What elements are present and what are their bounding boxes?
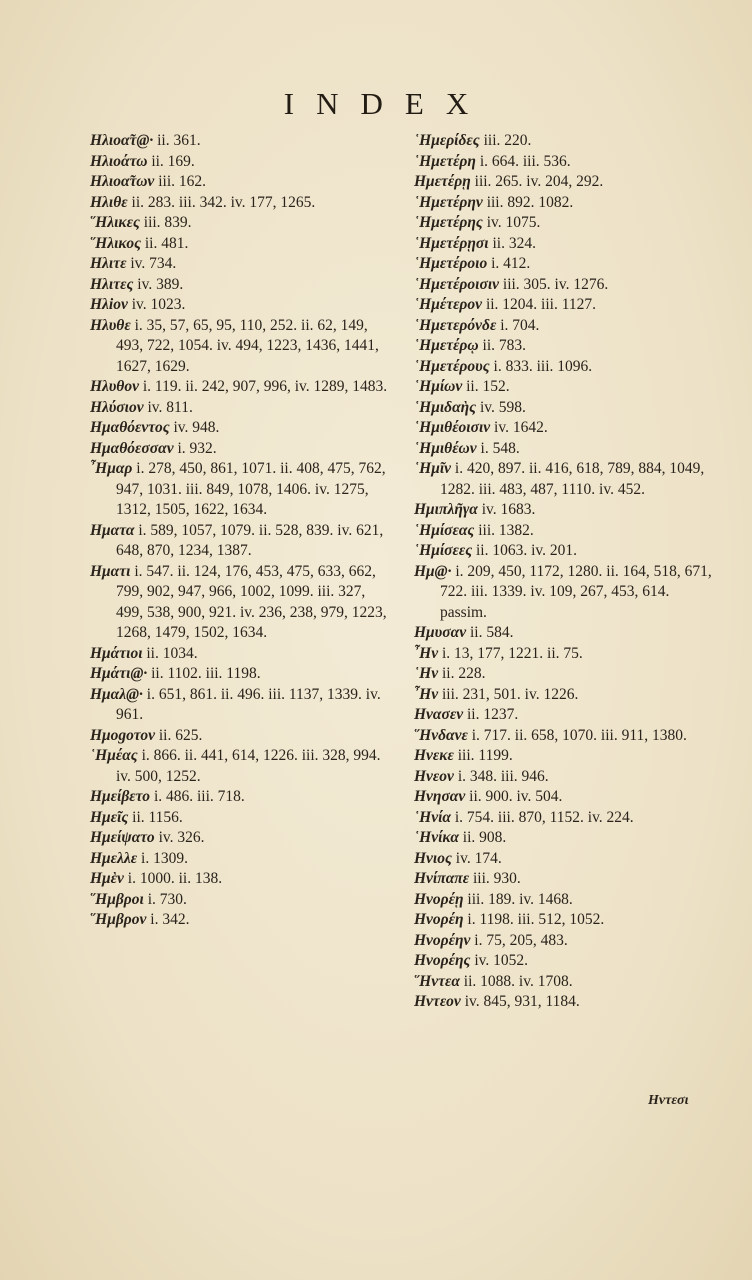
entry-headword: ῾Ημερίδες — [414, 132, 480, 149]
entry-references: ii. 228. — [441, 665, 486, 682]
entry-references: iv. 598. — [479, 398, 526, 416]
entry-headword: Ημοgοτον — [90, 726, 155, 744]
index-entry — [414, 295, 714, 316]
entry-references: i. 75, 205, 483. — [474, 931, 568, 949]
entry-headword: Ημείβετο — [90, 788, 151, 805]
index-entry — [90, 398, 395, 419]
index-entry — [414, 439, 714, 460]
entry-references: ii. 481. — [144, 234, 189, 252]
entry-headword: Ημὲν — [90, 870, 124, 887]
entry-headword: Ηλιτε — [90, 255, 127, 272]
index-entry — [414, 808, 714, 829]
entry-headword: Ηνεον — [414, 767, 454, 785]
entry-headword: Ημαθόεντος — [90, 419, 170, 436]
entry-references: ii. 908. — [462, 829, 507, 846]
catchword: Ηντεσι — [648, 1093, 689, 1108]
entry-references: iii. 231, 501. iv. 1226. — [441, 685, 579, 703]
index-entry — [90, 685, 395, 726]
entry-references: ii. 361. — [157, 132, 201, 149]
entry-references: ii. 1237. — [466, 706, 519, 723]
entry-headword: ῾Ημετέρη — [414, 152, 476, 170]
page-title: INDEX — [283, 86, 491, 121]
index-entry — [90, 644, 395, 665]
entry-references: i. 704. — [500, 316, 540, 334]
entry-headword: Ηλιθε — [90, 193, 128, 211]
entry-references: i. 866. ii. 441, 614, 1226. iii. 328, 994. iv. 500, 1252. — [116, 747, 381, 785]
entry-headword: Ηλιοα̃τ@· — [90, 132, 154, 149]
entry-references: iii. 892. 1082. — [486, 193, 574, 211]
entry-headword: ῾Ημετέρους — [414, 357, 490, 375]
entry-headword: Ημυσαν — [414, 624, 467, 641]
entry-references: iv. 1052. — [474, 952, 529, 969]
index-entry — [414, 398, 714, 419]
index-entry — [90, 726, 395, 747]
index-entry — [414, 726, 714, 747]
entry-headword: ῾Ηνία — [414, 808, 451, 826]
entry-headword: ῾Ημετερόνδε — [414, 316, 497, 334]
entry-references: i. 13, 177, 1221. ii. 75. — [441, 644, 583, 662]
entry-references: i. 754. iii. 870, 1152. iv. 224. — [454, 808, 634, 826]
entry-references: iv. 174. — [455, 849, 502, 867]
left-column — [90, 131, 395, 931]
entry-headword: Ηνορέην — [414, 931, 471, 949]
entry-headword: Ηλιτες — [90, 275, 134, 293]
index-entry — [414, 521, 714, 542]
index-entry — [414, 562, 714, 624]
entry-references: i. 209, 450, 1172, 1280. ii. 164, 518, 671, 722. iii. 1339. iv. 109, 267, 453, 614. passim. — [440, 562, 712, 621]
index-entry — [414, 418, 714, 439]
index-entry — [414, 316, 714, 337]
index-entry — [90, 193, 395, 214]
entry-references: i. 412. — [491, 255, 531, 272]
entry-references: ii. 783. — [482, 337, 527, 354]
index-entry — [414, 336, 714, 357]
entry-headword: ῞Ηνδανε — [414, 726, 468, 744]
index-entry — [414, 172, 714, 193]
entry-headword: Ηνεκε — [414, 747, 454, 764]
entry-references: iii. 1199. — [457, 747, 513, 764]
entry-references: ii. 1102. iii. 1198. — [151, 665, 261, 682]
entry-references: ii. 1088. iv. 1708. — [463, 972, 573, 990]
entry-headword: Ηλύσιον — [90, 398, 144, 416]
entry-references: iv. 948. — [173, 419, 220, 436]
index-entry — [414, 951, 714, 972]
entry-references: ii. 1034. — [146, 644, 198, 662]
entry-headword: ῾Ημέτερον — [414, 296, 483, 313]
entry-headword: ῾Ημίων — [414, 378, 463, 395]
entry-headword: Ηνορέῃ — [414, 890, 464, 908]
entry-references: iv. 734. — [130, 255, 177, 272]
entry-references: i. 651, 861. ii. 496. iii. 1137, 1339. iv. 961. — [116, 685, 381, 723]
index-entry — [414, 644, 714, 665]
entry-headword: ῾Ημίσεες — [414, 542, 473, 559]
entry-references: i. 1000. ii. 138. — [127, 870, 223, 887]
index-entry — [414, 152, 714, 173]
entry-headword: Ηλυθε — [90, 316, 131, 334]
index-entry — [90, 377, 395, 398]
index-entry — [414, 767, 714, 788]
index-entry — [90, 459, 395, 521]
entry-references: i. 717. ii. 658, 1070. iii. 911, 1380. — [471, 726, 687, 744]
entry-headword: Ηνορέη — [414, 911, 464, 928]
entry-headword: ῾Ημίσεας — [414, 521, 475, 539]
index-entry — [90, 254, 395, 275]
entry-references: i. 932. — [177, 439, 217, 457]
entry-headword: Ηλiον — [90, 296, 128, 313]
entry-references: iv. 389. — [137, 275, 184, 293]
entry-references: i. 486. iii. 718. — [153, 788, 245, 805]
entry-references: i. 1198. iii. 512, 1052. — [467, 911, 605, 928]
entry-headword: Ηλιοα̃των — [90, 173, 155, 190]
entry-references: i. 420, 897. ii. 416, 618, 789, 884, 1049, 1282. iii. 483, 487, 1110. iv. 452. — [440, 460, 705, 498]
entry-headword: ῞Ηντεα — [414, 972, 460, 990]
entry-references: i. 342. — [150, 911, 190, 928]
entry-headword: ῾Ημῖν — [414, 460, 452, 477]
entry-headword: Ημείψατο — [90, 829, 155, 846]
index-entry — [414, 541, 714, 562]
entry-references: ii. 152. — [466, 378, 510, 395]
entry-references: i. 664. iii. 536. — [479, 152, 571, 170]
right-column — [414, 131, 714, 1013]
entry-references: i. 35, 57, 65, 95, 110, 252. ii. 62, 149, 493, 722, 1054. iv. 494, 1223, 1436, 1441, 1627, 1629. — [116, 316, 379, 375]
entry-headword: Ημελλε — [90, 849, 138, 867]
entry-references: ii. 625. — [158, 726, 203, 744]
entry-headword: ῞Ημβρον — [90, 911, 147, 928]
index-entry — [414, 705, 714, 726]
entry-headword: Ημ@· — [414, 562, 452, 580]
entry-references: iii. 189. iv. 1468. — [467, 890, 573, 908]
entry-headword: Ημάτιοι — [90, 644, 143, 662]
index-entry — [414, 623, 714, 644]
entry-headword: Ηλιοάτω — [90, 152, 148, 170]
index-entry — [414, 131, 714, 152]
index-entry — [90, 849, 395, 870]
entry-headword: ῏Ην — [414, 685, 439, 703]
entry-headword: ῾Ημετέρῳ — [414, 337, 479, 354]
index-entry — [90, 172, 395, 193]
entry-headword: Ημιπλῆγα — [414, 501, 478, 518]
index-entry — [414, 890, 714, 911]
index-entry — [414, 500, 714, 521]
index-entry — [90, 295, 395, 316]
entry-headword: ῏Ημαρ — [90, 460, 133, 477]
entry-headword: ῏Ην — [414, 644, 439, 662]
entry-references: iii. 265. iv. 204, 292. — [474, 173, 604, 190]
entry-headword: ῾Ημετέροισιν — [414, 275, 500, 293]
index-entry — [414, 828, 714, 849]
entry-references: ii. 1156. — [132, 808, 183, 826]
entry-references: iii. 1382. — [478, 521, 534, 539]
index-entry — [90, 131, 395, 152]
entry-references: iv. 1075. — [486, 214, 541, 231]
entry-references: i. 119. ii. 242, 907, 996, iv. 1289, 1483. — [142, 378, 388, 395]
entry-headword: ῾Ημετέρης — [414, 214, 483, 231]
entry-headword: Ηντεον — [414, 993, 461, 1010]
entry-references: i. 833. iii. 1096. — [493, 357, 593, 375]
entry-references: iv. 1683. — [481, 501, 536, 518]
entry-references: iv. 1023. — [131, 296, 186, 313]
entry-references: i. 278, 450, 861, 1071. ii. 408, 475, 762, 947, 1031. iii. 849, 1078, 1406. iv. 1275, 1312, 1505, 1622, 1634. — [116, 460, 386, 518]
entry-headword: Ηλυθον — [90, 378, 139, 395]
entry-references: iii. 162. — [158, 173, 206, 190]
entry-references: ii. 169. — [151, 152, 195, 170]
entry-headword: ῾Ημετέρῃσι — [414, 234, 489, 252]
index-entry — [414, 869, 714, 890]
entry-references: ii. 900. iv. 504. — [469, 788, 563, 805]
entry-references: i. 730. — [147, 890, 187, 908]
entry-headword: ῾Ημετέροιο — [414, 255, 488, 272]
index-entry — [90, 439, 395, 460]
index-entry — [414, 213, 714, 234]
index-entry — [90, 787, 395, 808]
entry-references: iii. 930. — [472, 870, 521, 887]
entry-headword: Ημαλ@· — [90, 685, 143, 703]
entry-references: i. 548. — [480, 439, 520, 457]
entry-references: i. 589, 1057, 1079. ii. 528, 839. iv. 621, 648, 870, 1234, 1387. — [116, 521, 384, 559]
index-entry — [90, 562, 395, 644]
entry-headword: Ηνορέης — [414, 952, 471, 969]
entry-references: ii. 324. — [492, 234, 536, 252]
index-entry — [414, 685, 714, 706]
entry-headword: ῾Ην — [414, 665, 439, 682]
index-entry — [90, 521, 395, 562]
index-entry — [414, 787, 714, 808]
entry-references: iii. 305. iv. 1276. — [502, 275, 609, 293]
entry-references: i. 1309. — [141, 849, 188, 867]
entry-references: ii. 283. iii. 342. iv. 177, 1265. — [131, 193, 316, 211]
index-entry — [90, 275, 395, 296]
index-entry — [90, 910, 395, 931]
entry-headword: ῾Ημιδαὴς — [414, 398, 477, 416]
index-entry — [414, 849, 714, 870]
entry-references: iv. 326. — [158, 829, 205, 846]
index-entry — [414, 931, 714, 952]
entry-headword: Ημεῖς — [90, 808, 129, 826]
entry-references: ii. 584. — [469, 624, 514, 641]
entry-references: ii. 1204. iii. 1127. — [485, 296, 597, 313]
index-entry — [90, 213, 395, 234]
index-entry — [414, 992, 714, 1013]
index-entry — [414, 459, 714, 500]
index-entry — [90, 746, 395, 787]
index-entry — [90, 664, 395, 685]
index-entry — [90, 869, 395, 890]
index-entry — [414, 910, 714, 931]
index-entry — [414, 972, 714, 993]
entry-references: ii. 1063. iv. 201. — [476, 542, 578, 559]
entry-headword: Ημετέρῃ — [414, 173, 471, 190]
index-entry — [414, 234, 714, 255]
entry-headword: Ηνίπαπε — [414, 870, 470, 887]
entry-headword: ῞Ηλικος — [90, 234, 141, 252]
entry-references: i. 348. iii. 946. — [457, 767, 549, 785]
index-entry — [414, 357, 714, 378]
index-entry — [414, 746, 714, 767]
entry-headword: ῾Ημιθέοισιν — [414, 419, 491, 436]
index-entry — [414, 275, 714, 296]
entry-headword: ῞Ηλικες — [90, 214, 140, 231]
entry-headword: ῞Ημβροι — [90, 890, 144, 908]
index-entry — [90, 808, 395, 829]
index-entry — [414, 664, 714, 685]
entry-references: i. 547. ii. 124, 176, 453, 475, 633, 662, 799, 902, 947, 966, 1002, 1099. iii. 327, 499, 538, 900, 921. iv. 236, 238, 979, 1223, 1268, 1479, 1502, 1634. — [116, 562, 387, 641]
index-entry — [414, 193, 714, 214]
index-entry — [90, 828, 395, 849]
entry-headword: ῾Ηνίκα — [414, 829, 459, 846]
entry-references: iv. 845, 931, 1184. — [464, 993, 580, 1010]
entry-headword: Ηνασεν — [414, 706, 464, 723]
index-entry — [414, 377, 714, 398]
entry-references: iv. 1642. — [494, 419, 548, 436]
index-entry — [90, 152, 395, 173]
entry-references: iii. 220. — [483, 132, 532, 149]
index-entry — [90, 316, 395, 378]
entry-headword: ῾Ημέας — [90, 747, 138, 764]
entry-headword: Ηνησαν — [414, 788, 466, 805]
entry-references: iii. 839. — [143, 214, 192, 231]
entry-headword: Ηματα — [90, 521, 135, 539]
entry-headword: ῾Ημιθέων — [414, 439, 477, 457]
index-entry — [414, 254, 714, 275]
entry-headword: Ηματι — [90, 562, 131, 580]
entry-headword: Ηνιος — [414, 849, 452, 867]
index-entry — [90, 418, 395, 439]
index-entry — [90, 890, 395, 911]
entry-headword: Ημαθόεσσαν — [90, 439, 174, 457]
entry-headword: Ημάτι@· — [90, 665, 148, 682]
entry-references: iv. 811. — [147, 398, 193, 416]
entry-headword: ῾Ημετέρην — [414, 193, 483, 211]
index-entry — [90, 234, 395, 255]
